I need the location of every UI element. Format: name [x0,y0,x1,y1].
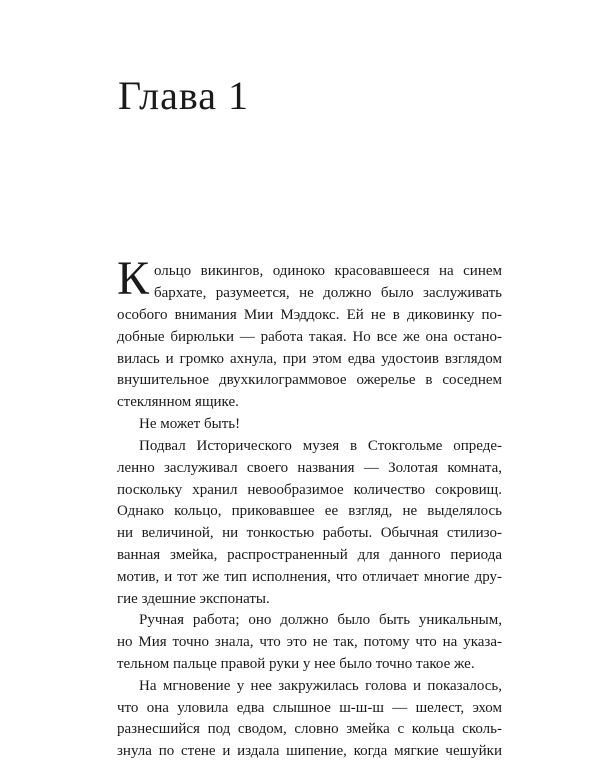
text-line: Не может быть! [139,416,241,432]
chapter-title: Глава 1 [118,73,249,118]
text-line: Однако кольцо, приковавшее ее взгляд, не выделялось [117,503,502,519]
text-line: ни величиной, ни тонкостью работы. Обычная стилизо- [117,525,502,541]
text-line: гие здешние экспонаты. [117,591,270,607]
text-line: На мгновение у нее закружилась голова и показалось, [139,678,502,694]
text-line: тельном пальце правой руки у нее было точно такое же. [117,656,475,672]
text-line: внушительное двухкилограммовое ожерелье в соседнем [117,372,502,388]
text-line: бархате, разумеется, не должно было заслуживать [154,285,502,301]
text-line: поскольку хранил невообразимое количество сокровищ. [117,482,502,498]
text-line: Ручная работа; оно должно было быть уникальным, [139,612,502,628]
text-line: ленно заслуживал своего названия — Золотая комната, [117,460,502,476]
text-line: что она уловила едва слышное ш-ш-ш — шелест, эхом [117,700,502,716]
text-line: разнесшийся под сводом, словно змейка с кольца сколь- [117,721,502,737]
text-line: вилась и громко ахнула, при этом едва удостоив взглядом [117,351,502,367]
text-line: но Мия точно знала, что это не так, потому что на указа- [117,634,502,650]
text-line: ольцо викингов, одиноко красовавшееся на синем [154,263,502,279]
text-line: ванная змейка, распространенный для данного периода [117,547,502,563]
drop-cap: К [117,252,150,305]
text-line: добные бирюльки — работа такая. Но все же она остано- [117,329,502,345]
text-line: особого внимания Мии Мэддокс. Ей не в диковинку по- [117,307,502,323]
text-line: знула по стене и издала шипение, когда мягкие чешуйки [117,743,502,759]
text-line: стеклянном ящике. [117,394,239,410]
text-line: Подвал Исторического музея в Стокгольме опреде- [139,438,502,454]
text-line: мотив, и тот же тип исполнения, что отличает многие дру- [117,569,502,585]
